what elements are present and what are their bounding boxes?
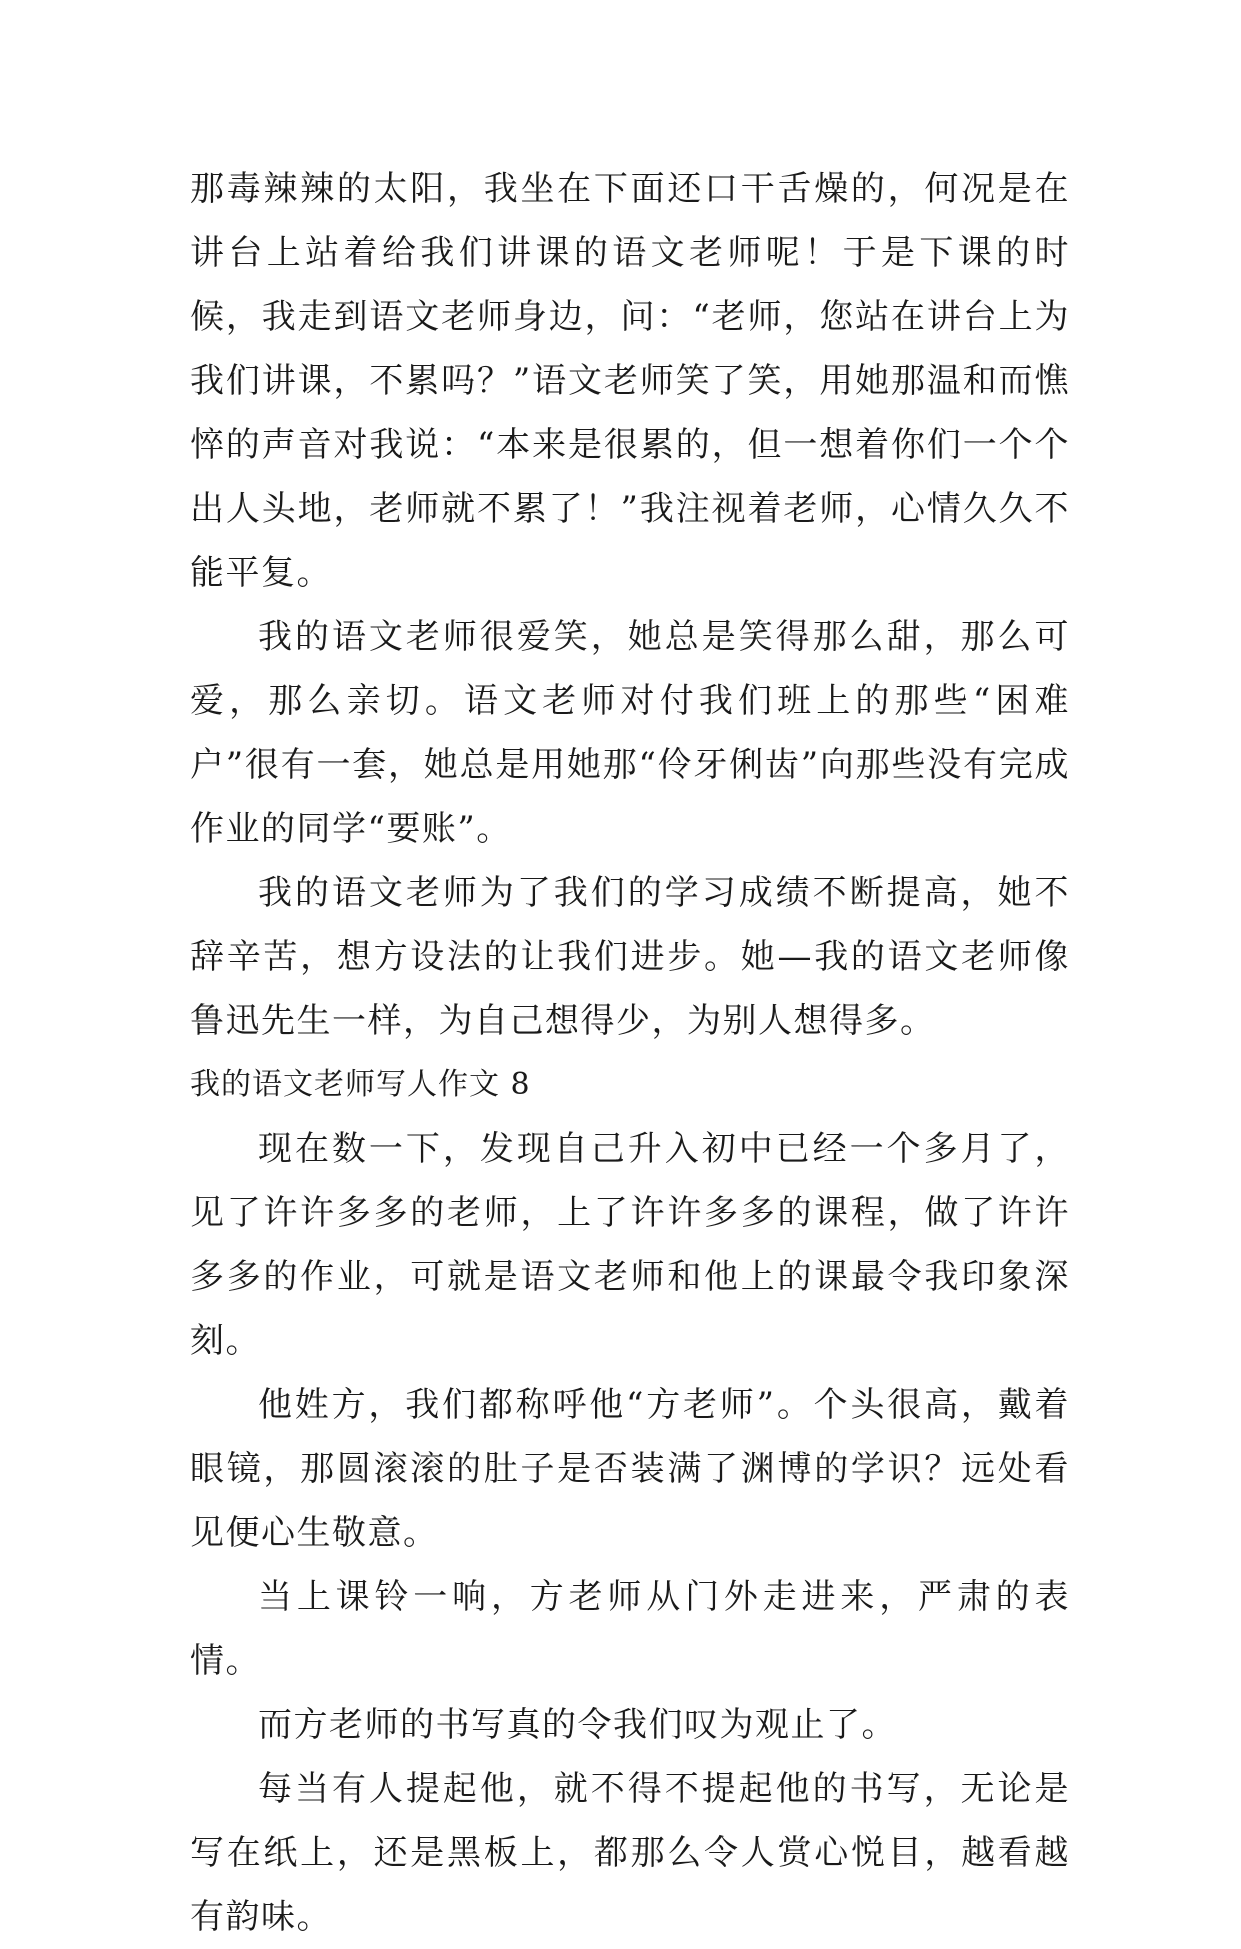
paragraph: 每当有人提起他，就不得不提起他的书写，无论是写在纸上，还是黑板上，都那么令人赏心悦目，越看越有韵味。	[190, 1769, 1070, 1937]
paragraph: 现在数一下，发现自己升入初中已经一个多月了，见了许许多多的老师，上了许许多多的课程，做了许许多多的作业，可就是语文老师和他上的课最令我印象深刻。	[190, 1129, 1070, 1361]
paragraph: 那毒辣辣的太阳，我坐在下面还口干舌燥的，何况是在讲台上站着给我们讲课的语文老师呢！于是下课的时候，我走到语文老师身边，问：“老师，您站在讲台上为我们讲课，不累吗？”语文老师笑了笑，用她那温和而憔悴的声音对我说：“本来是很累的，但一想着你们一个个出人头地，老师就不累了！”我注视着老师，心情久久不能平复。	[190, 169, 1070, 593]
section-heading: 我的语文老师写人作文 8	[190, 1067, 531, 1102]
document-body	[190, 157, 1070, 1949]
paragraph: 而方老师的书写真的令我们叹为观止了。	[258, 1705, 897, 1745]
paragraph: 当上课铃一响，方老师从门外走进来，严肃的表情。	[190, 1577, 1070, 1681]
paragraph: 他姓方，我们都称呼他“方老师”。个头很高，戴着眼镜，那圆滚滚的肚子是否装满了渊博的学识？远处看见便心生敬意。	[190, 1385, 1070, 1553]
paragraph: 我的语文老师为了我们的学习成绩不断提高，她不辞辛苦，想方设法的让我们进步。她—我的语文老师像鲁迅先生一样，为自己想得少，为别人想得多。	[190, 873, 1070, 1041]
paragraph: 我的语文老师很爱笑，她总是笑得那么甜，那么可爱，那么亲切。语文老师对付我们班上的那些“困难户”很有一套，她总是用她那“伶牙俐齿”向那些没有完成作业的同学“要账”。	[190, 617, 1070, 849]
